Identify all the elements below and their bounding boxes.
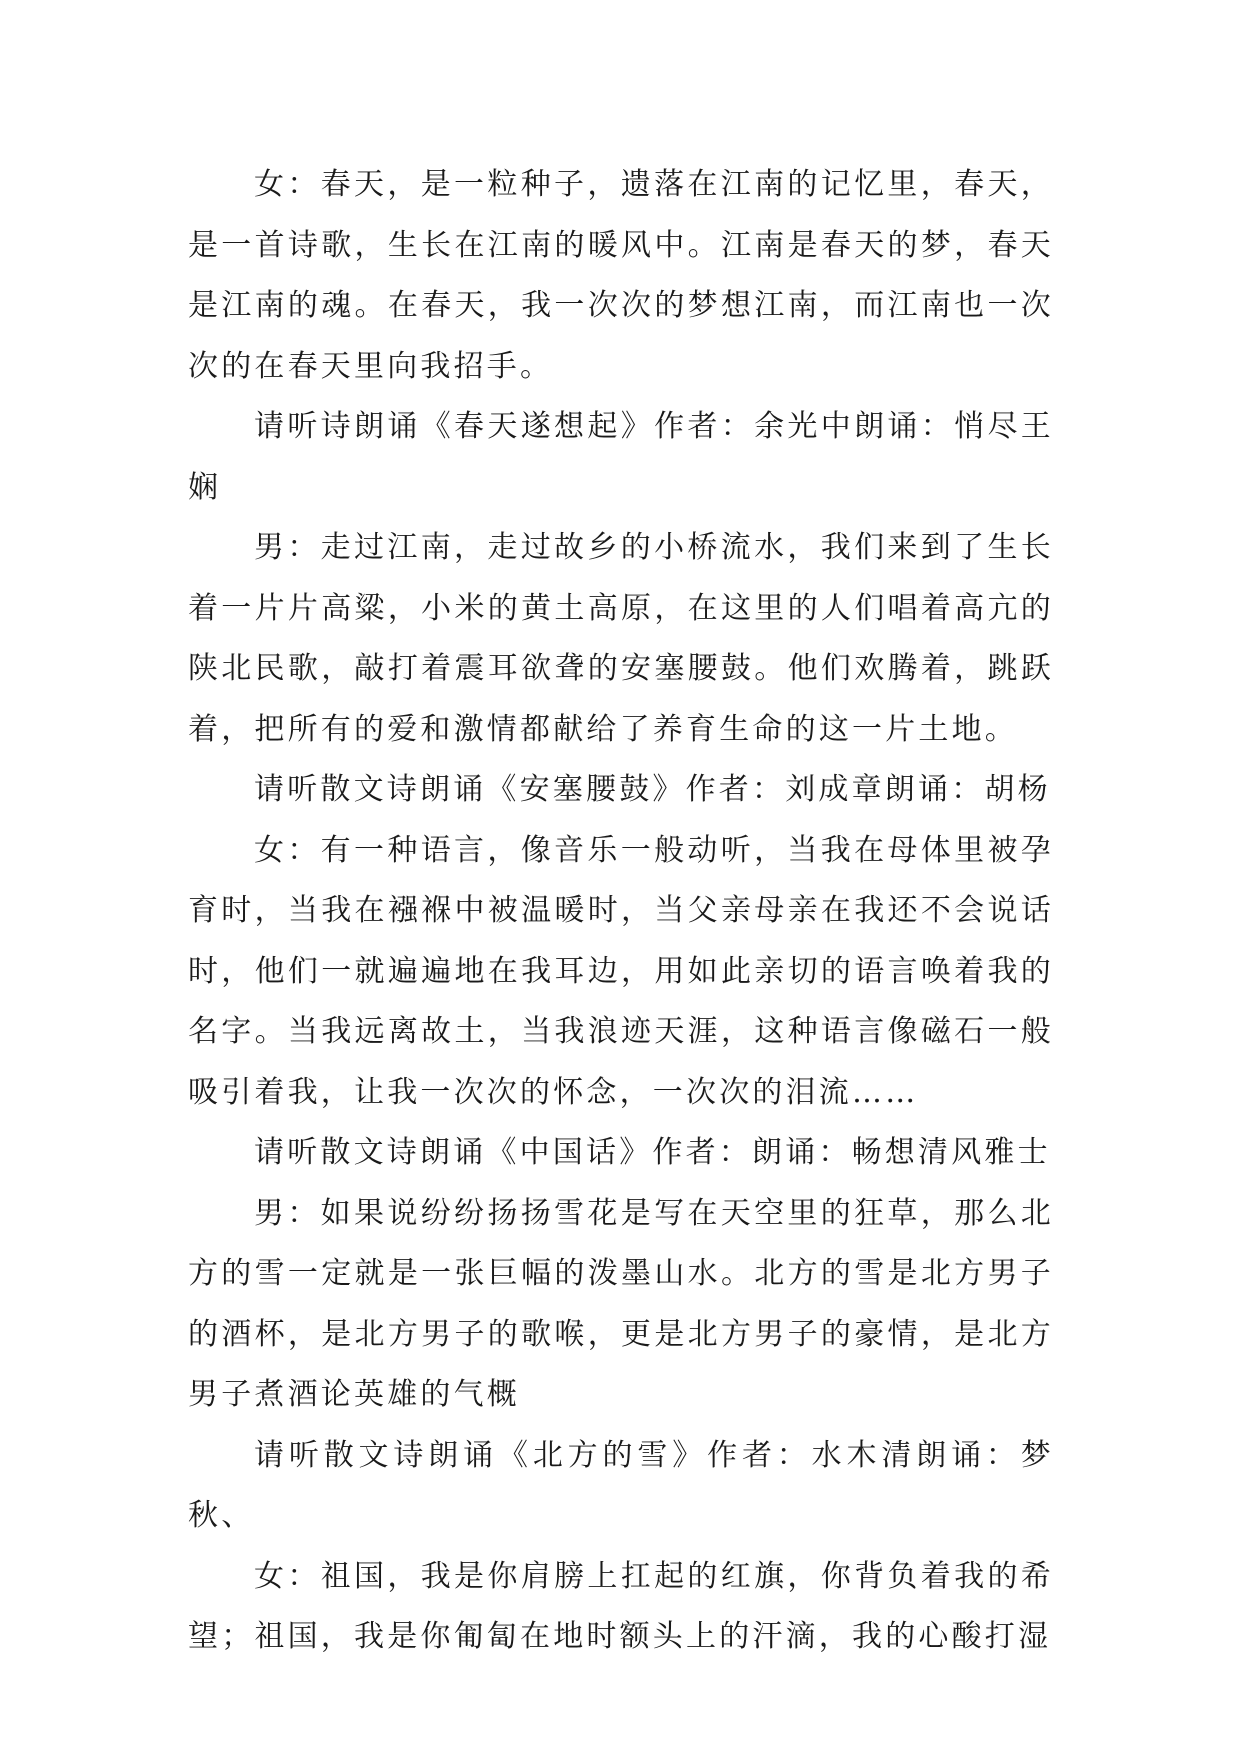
- dialogue-paragraph-male-2: 男：如果说纷纷扬扬雪花是写在天空里的狂草，那么北方的雪一定就是一张巨幅的泼墨山水。北方的雪是北方男子的酒杯，是北方男子的歌喉，更是北方男子的豪情，是北方男子煮酒论英雄的气概: [188, 1195, 1054, 1412]
- recitation-announcement-2: 请听散文诗朗诵《安塞腰鼓》作者：刘成章朗诵：胡杨: [254, 772, 1051, 807]
- dialogue-paragraph-male-1: 男：走过江南，走过故乡的小桥流水，我们来到了生长着一片片高粱，小米的黄土高原，在这里的人们唱着高亢的陕北民歌，敲打着震耳欲聋的安塞腰鼓。他们欢腾着，跳跃着，把所有的爱和激情都献给了养育生命的这一片土地。: [188, 530, 1054, 747]
- dialogue-paragraph-female-1: 女：春天，是一粒种子，遗落在江南的记忆里，春天，是一首诗歌，生长在江南的暖风中。江南是春天的梦，春天是江南的魂。在春天，我一次次的梦想江南，而江南也一次次的在春天里向我招手。: [188, 167, 1054, 384]
- dialogue-paragraph-female-3: 女：祖国，我是你肩膀上扛起的红旗，你背负着我的希望；祖国，我是你匍匐在地时额头上的汗滴，我的心酸打湿: [188, 1558, 1054, 1654]
- recitation-announcement-1: 请听诗朗诵《春天遂想起》作者：余光中朗诵：悄尽王娴: [188, 409, 1054, 505]
- dialogue-paragraph-female-2: 女：有一种语言，像音乐一般动听，当我在母体里被孕育时，当我在襁褓中被温暖时，当父亲母亲在我还不会说话时，他们一就遍遍地在我耳边，用如此亲切的语言唤着我的名字。当我远离故土，当我浪迹天涯，这种语言像磁石一般吸引着我，让我一次次的怀念，一次次的泪流……: [188, 832, 1054, 1110]
- document-page: [188, 155, 1054, 1668]
- recitation-announcement-3: 请听散文诗朗诵《中国话》作者：朗诵：畅想清风雅士: [254, 1135, 1051, 1170]
- recitation-announcement-4: 请听散文诗朗诵《北方的雪》作者：水木清朗诵：梦秋、: [188, 1437, 1054, 1533]
